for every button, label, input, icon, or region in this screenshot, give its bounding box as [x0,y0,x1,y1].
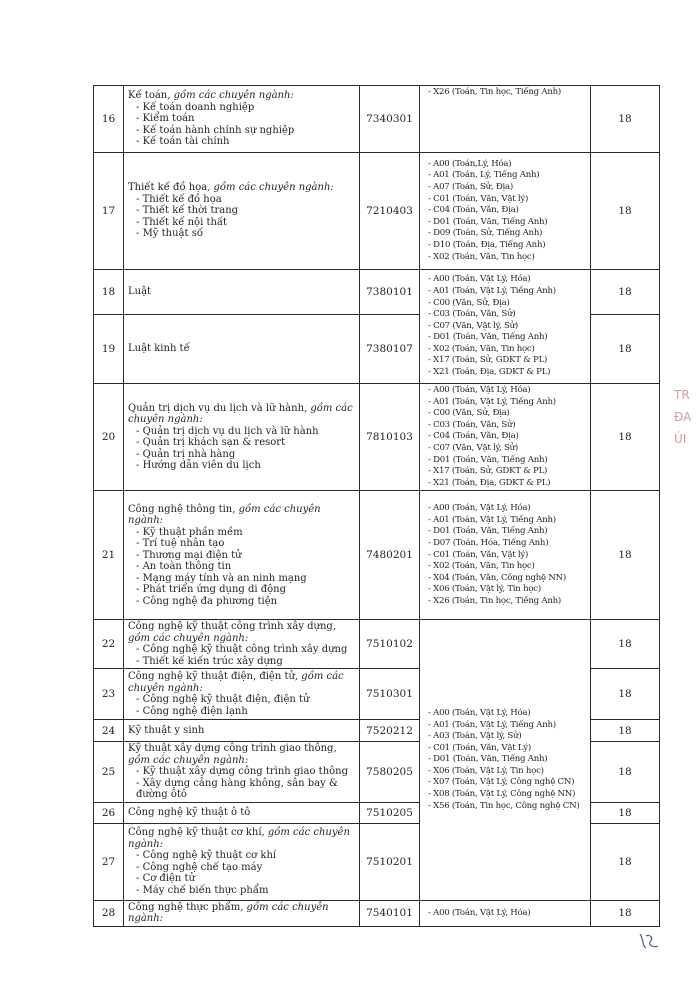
row-number: 17 [94,153,124,270]
major-item: - An toàn thông tin [136,561,355,573]
quota-value: 18 [591,384,660,491]
program-title [128,621,355,644]
combination-item: - A00 (Toán, Vật Lý, Hóa) [428,707,531,718]
combination-item: - D01 (Toán, Văn, Tiếng Anh) [428,454,548,465]
quota-value: 18 [591,491,660,620]
major-item: - Hướng dẫn viên du lịch [136,460,355,472]
major-item: - Công nghệ kỹ thuật điện, điện tử [136,694,355,706]
combination-item: - X04 (Toán, Văn, Công nghệ NN) [428,572,567,583]
quota-value: 18 [591,823,660,900]
program-title [128,671,355,694]
major-item: - Công nghệ kỹ thuật cơ khí [136,850,355,862]
program-title [128,902,355,925]
combination-item: - A01 (Toán, Vật Lý, Tiếng Anh) [428,514,556,525]
program-code: 7810103 [360,384,420,491]
quota-value: 18 [591,153,660,270]
quota-value: 18 [591,270,660,315]
row-number: 18 [94,270,124,315]
major-item: - Mỹ thuật số [136,228,355,240]
combination-item: - X26 (Toán, Tin học, Tiếng Anh) [428,87,562,97]
program-title-suffix: , gồm các chuyên ngành: [167,90,294,102]
combination-item: - A00 (Toán, Vật Lý, Hóa) [428,385,531,395]
program-title [128,807,355,819]
combination-item: - D01 (Toán, Văn, Tiếng Anh) [428,216,548,227]
program-title [128,286,355,298]
major-item: - Kế toán doanh nghiệp [136,102,355,114]
program-title-suffix: , gồm các chuyên ngành: [128,827,350,850]
combination-item: - X08 (Toán, Vật Lý, Công nghệ NN) [428,789,576,800]
program-code: 7510205 [360,802,420,823]
quota-value: 18 [591,720,660,742]
major-item: - Thiết kế kiến trúc xây dựng [136,656,355,668]
subject-combinations [420,620,591,901]
table-row [94,86,660,153]
subject-combinations [420,900,591,926]
program-name: Công nghệ kỹ thuật điện, điện tử [128,671,295,683]
quota-value: 18 [591,802,660,823]
major-item: - Công nghệ đa phương tiện [136,596,355,608]
program-title-suffix: , gồm các chuyên ngành: [128,671,344,694]
program-title [128,90,355,102]
major-item: - Kế toán tài chính [136,136,355,148]
program-code: 7540101 [360,900,420,926]
combination-item: - X02 (Toán, Văn, Tin học) [428,343,535,354]
row-number: 25 [94,742,124,803]
combination-item: - A00 (Toán, Vật Lý, Hóa) [428,503,531,514]
row-number: 23 [94,669,124,720]
combination-item: - D01 (Toán, Văn, Tiếng Anh) [428,332,548,343]
row-number: 24 [94,720,124,742]
quota-value: 18 [591,669,660,720]
program-title [128,343,355,355]
subject-combinations [420,270,591,384]
combination-item: - X06 (Toán, Vật Lý, Tin học) [428,765,544,776]
major-list [128,194,355,240]
program-name: Công nghệ thực phẩm [128,901,241,913]
combination-item: - C00 (Văn, Sử, Địa) [428,408,510,419]
row-number: 26 [94,802,124,823]
major-list [128,102,355,148]
combination-item: - X07 (Toán, Vật Lý, Công nghệ CN) [428,777,575,788]
program-title [128,743,355,766]
quota-value: 18 [591,86,660,153]
program-cell [124,384,360,491]
combination-item: - A01 (Toán, Vật Lý, Tiếng Anh) [428,719,556,730]
program-name: Luật kinh tế [128,343,190,355]
major-item: - Xây dựng cảng hàng không, sân bay & đường ôtô [136,778,355,801]
table-row [94,620,660,669]
program-cell [124,900,360,926]
combination-item: - A00 (Toán, Vật Lý, Hóa) [428,907,531,918]
combination-item: - X17 (Toán, Sử, GDKT & PL) [428,466,548,477]
major-list [128,644,355,667]
program-name: Công nghệ thông tin [128,503,233,515]
quota-value: 18 [591,900,660,926]
major-item: - Thương mại điện tử [136,550,355,562]
combination-item: - C03 (Toán, Văn, Sử) [428,309,516,320]
combination-item: - A01 (Toán, Lý, Tiếng Anh) [428,170,540,181]
combination-item: - C07 (Văn, Vật lý, Sử) [428,320,519,331]
major-item: - Kỹ thuật phần mềm [136,527,355,539]
program-name: Thiết kế đồ họa [128,182,208,194]
program-code: 7510102 [360,620,420,669]
table-row [94,384,660,491]
program-cell [124,669,360,720]
combination-item: - X17 (Toán, Sử, GDKT & PL) [428,355,548,366]
major-item: - Máy chế biến thực phẩm [136,885,355,897]
combination-item: - C01 (Toán, Văn, Vật Lý) [428,742,531,753]
stamp-text-2: ĐA [674,410,692,424]
combination-item: - D01 (Toán, Văn, Tiếng Anh) [428,754,548,765]
program-cell [124,491,360,620]
row-number: 19 [94,315,124,384]
combination-item: - X06 (Toán, Vật lý, Tin học) [428,584,541,595]
combination-item: - X21 (Toán, Địa, GDKT & PL) [428,367,551,378]
major-item: - Kiểm toán [136,113,355,125]
major-item: - Quản trị khách sạn & resort [136,437,355,449]
program-code: 7520212 [360,720,420,742]
program-name: Công nghệ kỹ thuật ô tô [128,807,251,819]
program-code: 7380107 [360,315,420,384]
program-name: Công nghệ kỹ thuật cơ khí [128,827,262,839]
program-cell [124,315,360,384]
combination-item: - D07 (Toán, Hóa, Tiếng Anh) [428,537,549,548]
program-title-suffix: , gồm các chuyên ngành: [128,743,337,766]
program-code: 7380101 [360,270,420,315]
major-item: - Công nghệ kỹ thuật công trình xây dựng [136,644,355,656]
combination-item: - A01 (Toán, Vật Lý, Tiếng Anh) [428,285,556,296]
major-list [128,766,355,801]
subject-combinations [420,491,591,620]
combination-item: - D10 (Toán, Địa, Tiếng Anh) [428,239,546,250]
major-list [128,850,355,896]
major-item: - Trí tuệ nhân tạo [136,538,355,550]
program-code: 7340301 [360,86,420,153]
row-number: 16 [94,86,124,153]
major-item: - Thiết kế thời trang [136,205,355,217]
program-cell [124,742,360,803]
program-name: Kỹ thuật xây dựng công trình giao thông [128,743,334,755]
quota-value: 18 [591,620,660,669]
combination-item: - C01 (Toán, Văn, Vật lý) [428,549,529,560]
program-code: 7510301 [360,669,420,720]
program-cell [124,153,360,270]
combination-item: - X26 (Toán, Tin học, Tiếng Anh) [428,595,562,606]
program-cell [124,802,360,823]
program-cell [124,720,360,742]
combination-item: - C07 (Văn, Vật lý, Sử) [428,442,519,453]
combination-item: - C01 (Toán, Văn, Vật lý) [428,193,529,204]
major-item: - Phát triển ứng dụng di động [136,584,355,596]
program-title-suffix: , gồm các chuyên ngành: [128,621,337,644]
major-item: - Công nghệ điện lạnh [136,706,355,718]
program-cell [124,620,360,669]
major-list [128,426,355,472]
program-code: 7580205 [360,742,420,803]
program-title [128,504,355,527]
program-name: Luật [128,286,152,298]
program-code: 7510201 [360,823,420,900]
row-number: 21 [94,491,124,620]
program-name: Kế toán [128,90,168,102]
combination-item: - D09 (Toán, Sử, Tiếng Anh) [428,228,543,239]
program-title [128,403,355,426]
program-title-suffix: , gồm các chuyên ngành: [128,901,329,925]
major-item: - Kế toán hành chính sự nghiệp [136,125,355,137]
program-code: 7210403 [360,153,420,270]
combination-item: - X21 (Toán, Địa, GDKT & PL) [428,477,551,488]
major-item: - Quản trị dịch vụ du lịch và lữ hành [136,426,355,438]
major-item: - Thiết kế nội thất [136,217,355,229]
combination-item: - C03 (Toán, Văn, Sử) [428,419,516,430]
stamp-text-1: TR [674,388,690,402]
major-item: - Công nghệ chế tạo máy [136,862,355,874]
quota-value: 18 [591,315,660,384]
combination-item: - A00 (Toán,Lý, Hóa) [428,158,512,169]
combination-item: - X02 (Toán, Văn, Tin học) [428,251,535,262]
program-code: 7480201 [360,491,420,620]
major-item: - Thiết kế đồ họa [136,194,355,206]
combination-item: - C00 (Văn, Sử, Địa) [428,297,510,308]
combination-item: - A00 (Toán, Vật Lý, Hóa) [428,274,531,285]
major-list [128,527,355,608]
program-cell [124,270,360,315]
major-list [128,694,355,717]
subject-combinations [420,384,591,491]
program-title-suffix: , gồm các chuyên ngành: [128,402,353,426]
admission-table [93,85,660,927]
combination-item: - X02 (Toán, Văn, Tin học) [428,561,535,572]
combination-item: - X56 (Toán, Tin học, Công nghệ CN) [428,800,580,811]
stamp-text-3: ÚI [674,432,687,446]
combination-item: - D01 (Toán, Văn, Tiếng Anh) [428,526,548,537]
row-number: 22 [94,620,124,669]
table-row [94,900,660,926]
combination-item: - A03 (Toán, Vật lý, Sử) [428,731,522,742]
program-name: Quản trị dịch vụ du lịch và lữ hành [128,402,305,414]
program-title [128,182,355,194]
quota-value: 18 [591,742,660,803]
major-item: - Cơ điện tử [136,873,355,885]
row-number: 28 [94,900,124,926]
combination-item: - A07 (Toán, Sử, Địa) [428,182,514,193]
row-number: 27 [94,823,124,900]
combination-item: - A01 (Toán, Vật Lý, Tiếng Anh) [428,396,556,407]
program-title-suffix: , gồm các chuyên ngành: [128,503,321,527]
table-row [94,491,660,620]
signature-mark [636,930,662,952]
program-title-suffix: , gồm các chuyên ngành: [207,182,334,194]
table-row [94,153,660,270]
subject-combinations [420,153,591,270]
program-name: Công nghệ kỹ thuật công trình xây dựng [128,621,333,633]
table-row [94,270,660,315]
major-item: - Quản trị nhà hàng [136,449,355,461]
major-item: - Mạng máy tính và an ninh mạng [136,573,355,585]
program-name: Kỹ thuật y sinh [128,725,205,737]
program-cell [124,86,360,153]
program-title [128,725,355,737]
combination-item: - C04 (Toán, Văn, Địa) [428,431,519,442]
combination-item: - C04 (Toán, Văn, Địa) [428,205,519,216]
program-title [128,827,355,850]
major-item: - Kỹ thuật xây dựng công trình giao thông [136,766,355,778]
program-cell [124,823,360,900]
row-number: 20 [94,384,124,491]
stamp-fragment [674,384,700,496]
subject-combinations [420,86,591,153]
